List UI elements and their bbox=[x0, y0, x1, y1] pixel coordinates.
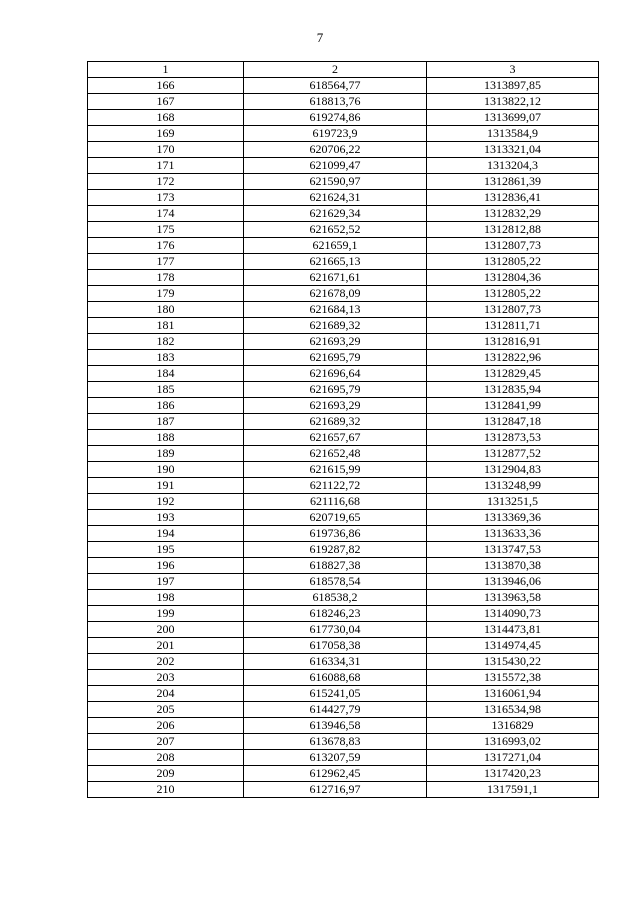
y-coordinate-cell: 1313633,36 bbox=[427, 526, 599, 542]
point-number-cell: 208 bbox=[88, 750, 244, 766]
x-coordinate-cell: 621693,29 bbox=[244, 334, 427, 350]
x-coordinate-cell: 621678,09 bbox=[244, 286, 427, 302]
column-header-1: 1 bbox=[88, 62, 244, 78]
y-coordinate-cell: 1317420,23 bbox=[427, 766, 599, 782]
point-number-cell: 206 bbox=[88, 718, 244, 734]
y-coordinate-cell: 1312807,73 bbox=[427, 238, 599, 254]
point-number-cell: 191 bbox=[88, 478, 244, 494]
table-row bbox=[88, 414, 599, 430]
table-row bbox=[88, 622, 599, 638]
y-coordinate-cell: 1313369,36 bbox=[427, 510, 599, 526]
table-row bbox=[88, 702, 599, 718]
point-number-cell: 180 bbox=[88, 302, 244, 318]
x-coordinate-cell: 619736,86 bbox=[244, 526, 427, 542]
point-number-cell: 173 bbox=[88, 190, 244, 206]
x-coordinate-cell: 620706,22 bbox=[244, 142, 427, 158]
x-coordinate-cell: 619287,82 bbox=[244, 542, 427, 558]
x-coordinate-cell: 612962,45 bbox=[244, 766, 427, 782]
point-number-cell: 166 bbox=[88, 78, 244, 94]
point-number-cell: 190 bbox=[88, 462, 244, 478]
y-coordinate-cell: 1316829 bbox=[427, 718, 599, 734]
table-row bbox=[88, 750, 599, 766]
y-coordinate-cell: 1313584,9 bbox=[427, 126, 599, 142]
point-number-cell: 200 bbox=[88, 622, 244, 638]
x-coordinate-cell: 621657,67 bbox=[244, 430, 427, 446]
page-number: 7 bbox=[316, 30, 324, 45]
y-coordinate-cell: 1312804,36 bbox=[427, 270, 599, 286]
table-row bbox=[88, 526, 599, 542]
y-coordinate-cell: 1313946,06 bbox=[427, 574, 599, 590]
y-coordinate-cell: 1315430,22 bbox=[427, 654, 599, 670]
point-number-cell: 193 bbox=[88, 510, 244, 526]
table-row bbox=[88, 350, 599, 366]
x-coordinate-cell: 616088,68 bbox=[244, 670, 427, 686]
x-coordinate-cell: 619723,9 bbox=[244, 126, 427, 142]
y-coordinate-cell: 1313963,58 bbox=[427, 590, 599, 606]
point-number-cell: 185 bbox=[88, 382, 244, 398]
point-number-cell: 172 bbox=[88, 174, 244, 190]
point-number-cell: 169 bbox=[88, 126, 244, 142]
point-number-cell: 209 bbox=[88, 766, 244, 782]
x-coordinate-cell: 621615,99 bbox=[244, 462, 427, 478]
table-row bbox=[88, 590, 599, 606]
x-coordinate-cell: 621671,61 bbox=[244, 270, 427, 286]
table-row bbox=[88, 382, 599, 398]
table-row bbox=[88, 334, 599, 350]
table-row bbox=[88, 462, 599, 478]
x-coordinate-cell: 617730,04 bbox=[244, 622, 427, 638]
y-coordinate-cell: 1313897,85 bbox=[427, 78, 599, 94]
point-number-cell: 194 bbox=[88, 526, 244, 542]
point-number-cell: 167 bbox=[88, 94, 244, 110]
point-number-cell: 175 bbox=[88, 222, 244, 238]
y-coordinate-cell: 1313248,99 bbox=[427, 478, 599, 494]
point-number-cell: 186 bbox=[88, 398, 244, 414]
x-coordinate-cell: 621695,79 bbox=[244, 350, 427, 366]
table-row bbox=[88, 302, 599, 318]
y-coordinate-cell: 1312811,71 bbox=[427, 318, 599, 334]
point-number-cell: 207 bbox=[88, 734, 244, 750]
table-row bbox=[88, 670, 599, 686]
x-coordinate-cell: 621689,32 bbox=[244, 318, 427, 334]
table-row bbox=[88, 654, 599, 670]
x-coordinate-cell: 621652,48 bbox=[244, 446, 427, 462]
x-coordinate-cell: 618538,2 bbox=[244, 590, 427, 606]
table-row bbox=[88, 142, 599, 158]
y-coordinate-cell: 1313251,5 bbox=[427, 494, 599, 510]
y-coordinate-cell: 1312904,83 bbox=[427, 462, 599, 478]
point-number-cell: 196 bbox=[88, 558, 244, 574]
x-coordinate-cell: 621684,13 bbox=[244, 302, 427, 318]
x-coordinate-cell: 619274,86 bbox=[244, 110, 427, 126]
table-row bbox=[88, 318, 599, 334]
y-coordinate-cell: 1314974,45 bbox=[427, 638, 599, 654]
column-header-2: 2 bbox=[244, 62, 427, 78]
y-coordinate-cell: 1314090,73 bbox=[427, 606, 599, 622]
point-number-cell: 199 bbox=[88, 606, 244, 622]
table-row bbox=[88, 638, 599, 654]
table-row bbox=[88, 510, 599, 526]
point-number-cell: 201 bbox=[88, 638, 244, 654]
y-coordinate-cell: 1313822,12 bbox=[427, 94, 599, 110]
table-row bbox=[88, 206, 599, 222]
x-coordinate-cell: 621689,32 bbox=[244, 414, 427, 430]
y-coordinate-cell: 1313870,38 bbox=[427, 558, 599, 574]
y-coordinate-cell: 1312807,73 bbox=[427, 302, 599, 318]
y-coordinate-cell: 1312816,91 bbox=[427, 334, 599, 350]
table-row bbox=[88, 126, 599, 142]
y-coordinate-cell: 1312829,45 bbox=[427, 366, 599, 382]
x-coordinate-cell: 613678,83 bbox=[244, 734, 427, 750]
x-coordinate-cell: 618246,23 bbox=[244, 606, 427, 622]
point-number-cell: 189 bbox=[88, 446, 244, 462]
table-row bbox=[88, 782, 599, 798]
x-coordinate-cell: 621696,64 bbox=[244, 366, 427, 382]
table-row bbox=[88, 366, 599, 382]
x-coordinate-cell: 620719,65 bbox=[244, 510, 427, 526]
table-row bbox=[88, 190, 599, 206]
x-coordinate-cell: 621624,31 bbox=[244, 190, 427, 206]
table-row bbox=[88, 158, 599, 174]
table-row bbox=[88, 734, 599, 750]
table-row bbox=[88, 542, 599, 558]
table-row bbox=[88, 174, 599, 190]
table-row bbox=[88, 238, 599, 254]
table-row bbox=[88, 94, 599, 110]
x-coordinate-cell: 618813,76 bbox=[244, 94, 427, 110]
table-row bbox=[88, 398, 599, 414]
y-coordinate-cell: 1313699,07 bbox=[427, 110, 599, 126]
x-coordinate-cell: 621629,34 bbox=[244, 206, 427, 222]
y-coordinate-cell: 1312835,94 bbox=[427, 382, 599, 398]
table-row bbox=[88, 478, 599, 494]
table-body bbox=[88, 78, 599, 798]
point-number-cell: 168 bbox=[88, 110, 244, 126]
x-coordinate-cell: 621652,52 bbox=[244, 222, 427, 238]
x-coordinate-cell: 621659,1 bbox=[244, 238, 427, 254]
x-coordinate-cell: 615241,05 bbox=[244, 686, 427, 702]
point-number-cell: 195 bbox=[88, 542, 244, 558]
x-coordinate-cell: 618564,77 bbox=[244, 78, 427, 94]
y-coordinate-cell: 1316993,02 bbox=[427, 734, 599, 750]
point-number-cell: 182 bbox=[88, 334, 244, 350]
table-row bbox=[88, 270, 599, 286]
y-coordinate-cell: 1312836,41 bbox=[427, 190, 599, 206]
point-number-cell: 205 bbox=[88, 702, 244, 718]
table-row bbox=[88, 766, 599, 782]
x-coordinate-cell: 617058,38 bbox=[244, 638, 427, 654]
y-coordinate-cell: 1312861,39 bbox=[427, 174, 599, 190]
table-row bbox=[88, 686, 599, 702]
y-coordinate-cell: 1313321,04 bbox=[427, 142, 599, 158]
x-coordinate-cell: 614427,79 bbox=[244, 702, 427, 718]
point-number-cell: 176 bbox=[88, 238, 244, 254]
table-header bbox=[88, 62, 599, 78]
header-row bbox=[88, 62, 599, 78]
point-number-cell: 197 bbox=[88, 574, 244, 590]
point-number-cell: 202 bbox=[88, 654, 244, 670]
x-coordinate-cell: 621099,47 bbox=[244, 158, 427, 174]
y-coordinate-cell: 1312832,29 bbox=[427, 206, 599, 222]
y-coordinate-cell: 1312822,96 bbox=[427, 350, 599, 366]
x-coordinate-cell: 616334,31 bbox=[244, 654, 427, 670]
point-number-cell: 188 bbox=[88, 430, 244, 446]
x-coordinate-cell: 618827,38 bbox=[244, 558, 427, 574]
point-number-cell: 198 bbox=[88, 590, 244, 606]
point-number-cell: 170 bbox=[88, 142, 244, 158]
y-coordinate-cell: 1313204,3 bbox=[427, 158, 599, 174]
y-coordinate-cell: 1312877,52 bbox=[427, 446, 599, 462]
point-number-cell: 181 bbox=[88, 318, 244, 334]
x-coordinate-cell: 621116,68 bbox=[244, 494, 427, 510]
point-number-cell: 204 bbox=[88, 686, 244, 702]
x-coordinate-cell: 621122,72 bbox=[244, 478, 427, 494]
coordinates-table bbox=[87, 61, 599, 798]
y-coordinate-cell: 1314473,81 bbox=[427, 622, 599, 638]
y-coordinate-cell: 1315572,38 bbox=[427, 670, 599, 686]
x-coordinate-cell: 621693,29 bbox=[244, 398, 427, 414]
table-row bbox=[88, 574, 599, 590]
point-number-cell: 184 bbox=[88, 366, 244, 382]
point-number-cell: 171 bbox=[88, 158, 244, 174]
table-row bbox=[88, 558, 599, 574]
y-coordinate-cell: 1316534,98 bbox=[427, 702, 599, 718]
x-coordinate-cell: 621590,97 bbox=[244, 174, 427, 190]
table-row bbox=[88, 446, 599, 462]
y-coordinate-cell: 1312812,88 bbox=[427, 222, 599, 238]
table-row bbox=[88, 110, 599, 126]
y-coordinate-cell: 1317271,04 bbox=[427, 750, 599, 766]
table-row bbox=[88, 606, 599, 622]
y-coordinate-cell: 1312847,18 bbox=[427, 414, 599, 430]
y-coordinate-cell: 1313747,53 bbox=[427, 542, 599, 558]
y-coordinate-cell: 1312841,99 bbox=[427, 398, 599, 414]
x-coordinate-cell: 613946,58 bbox=[244, 718, 427, 734]
table-row bbox=[88, 286, 599, 302]
column-header-3: 3 bbox=[427, 62, 599, 78]
table-row bbox=[88, 494, 599, 510]
point-number-cell: 192 bbox=[88, 494, 244, 510]
table-row bbox=[88, 718, 599, 734]
table-row bbox=[88, 78, 599, 94]
point-number-cell: 178 bbox=[88, 270, 244, 286]
x-coordinate-cell: 618578,54 bbox=[244, 574, 427, 590]
point-number-cell: 174 bbox=[88, 206, 244, 222]
point-number-cell: 203 bbox=[88, 670, 244, 686]
y-coordinate-cell: 1316061,94 bbox=[427, 686, 599, 702]
y-coordinate-cell: 1312805,22 bbox=[427, 254, 599, 270]
point-number-cell: 187 bbox=[88, 414, 244, 430]
table-row bbox=[88, 430, 599, 446]
y-coordinate-cell: 1317591,1 bbox=[427, 782, 599, 798]
point-number-cell: 210 bbox=[88, 782, 244, 798]
point-number-cell: 177 bbox=[88, 254, 244, 270]
point-number-cell: 179 bbox=[88, 286, 244, 302]
y-coordinate-cell: 1312873,53 bbox=[427, 430, 599, 446]
x-coordinate-cell: 621695,79 bbox=[244, 382, 427, 398]
table-row bbox=[88, 254, 599, 270]
point-number-cell: 183 bbox=[88, 350, 244, 366]
y-coordinate-cell: 1312805,22 bbox=[427, 286, 599, 302]
x-coordinate-cell: 621665,13 bbox=[244, 254, 427, 270]
x-coordinate-cell: 612716,97 bbox=[244, 782, 427, 798]
table-row bbox=[88, 222, 599, 238]
x-coordinate-cell: 613207,59 bbox=[244, 750, 427, 766]
